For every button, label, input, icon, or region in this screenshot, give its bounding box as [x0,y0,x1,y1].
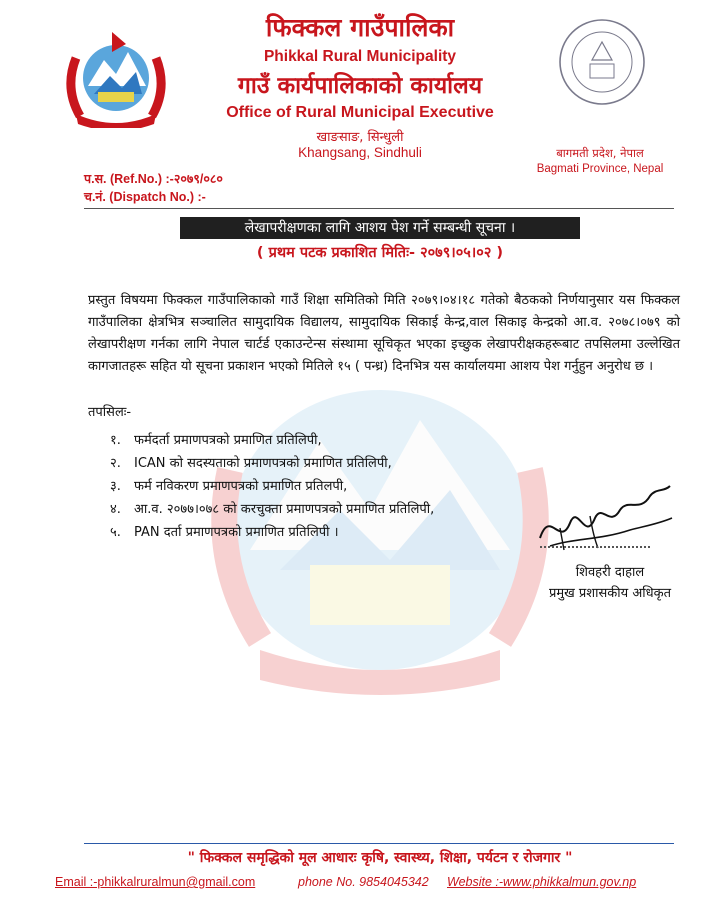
government-emblem [62,28,170,128]
signature-line [540,546,650,548]
footer-motto: " फिक्कल समृद्धिको मूल आधारः कृषि, स्वास्थ्य, शिक्षा, पर्यटन र रोजगार " [187,850,573,866]
list-item-number: १. [110,433,121,448]
location-nepali: खाङसाङ, सिन्धुली [316,130,404,145]
footer-website[interactable]: Website :-www.phikkalmun.gov.np [447,875,637,889]
list-item [110,498,434,521]
footer-phone: phone No. 9854045342 [298,875,429,889]
office-name-english: Office of Rural Municipal Executive [226,104,494,121]
footer-divider [84,843,674,844]
list-item [110,429,434,452]
notice-body-paragraph: प्रस्तुत विषयमा फिक्कल गाउँपालिकाको गाउँ शिक्षा समितिको मिति २०७९।०४।१८ गतेको बैठकको निर्णयानुसार यस फिक्कल गाउँपालिका क्षेत्रभित्र सञ्चालित सामुदायिक विद्यालय, सामुदायिक सिकाई केन्द्र,वाल सिकाइ केन्द्रको आ.व. २०७८।०७९ को लेखापरीक्षण गर्नका लागि नेपाल चार्टर्ड एकाउन्टेन्स संस्थामा सूचिकृत भएका इच्छुक लेखापरीक्षकहरूबाट तपसिलमा उल्लेखित कागजातहरू सहित यो सूचना प्रकाशन भएको मितिले १५ ( पन्ध्र) दिनभित्र यस कार्यालयमा आशय पेश गर्नुहुन अनुरोध छ । [88,293,680,374]
list-item-text: फर्म नविकरण प्रमाणपत्रको प्रमाणित प्रतिलपी, [134,479,348,494]
notice-title: लेखापरीक्षणका लागि आशय पेश गर्ने सम्बन्धी सूचना । [180,217,580,239]
list-item [110,521,434,544]
office-seal [556,16,648,108]
reference-number: प.स. (Ref.No.) :-२०७९/०८० [84,172,223,186]
list-item-number: ४. [110,502,121,517]
office-name-nepali: गाउँ कार्यपालिकाको कार्यालय [237,73,483,99]
list-item-number: ५. [110,525,121,540]
municipality-name-english: Phikkal Rural Municipality [263,48,457,65]
list-item-text: ICAN को सदस्यताको प्रमाणपत्रको प्रमाणित प्रतिलिपी, [134,456,392,471]
footer-email[interactable]: Email :-phikkalruralmun@gmail.com [55,875,256,889]
signatory-title: प्रमुख प्रशासकीय अधिकृत [548,586,672,601]
list-item-number: ३. [110,479,121,494]
header-divider [84,208,674,209]
handwritten-signature [530,468,680,563]
notice-subtitle: ( प्रथम पटक प्रकाशित मितिः- २०७९।०५।०२ ) [256,245,504,261]
list-item-number: २. [110,456,121,471]
list-item-text: आ.व. २०७७।०७८ को करचुक्ता प्रमाणपत्रको प्रमाणित प्रतिलिपी, [134,502,435,517]
list-item [110,475,434,498]
province-english: Bagmati Province, Nepal [536,163,664,175]
list-item [110,452,434,475]
province-nepali: बागमती प्रदेश, नेपाल [556,146,644,160]
required-documents-list [110,429,434,544]
signatory-name: शिवहरी दाहाल [575,565,645,580]
list-item-text: फर्मदर्ता प्रमाणपत्रको प्रमाणित प्रतिलिपी, [134,433,322,448]
details-label: तपसिलः- [88,405,132,420]
location-english: Khangsang, Sindhuli [298,145,422,160]
municipality-name-nepali: फिक्कल गाउँपालिका [265,13,455,42]
dispatch-number: च.नं. (Dispatch No.) :- [84,190,206,204]
list-item-text: PAN दर्ता प्रमाणपत्रको प्रमाणित प्रतिलिपी । [134,525,339,540]
